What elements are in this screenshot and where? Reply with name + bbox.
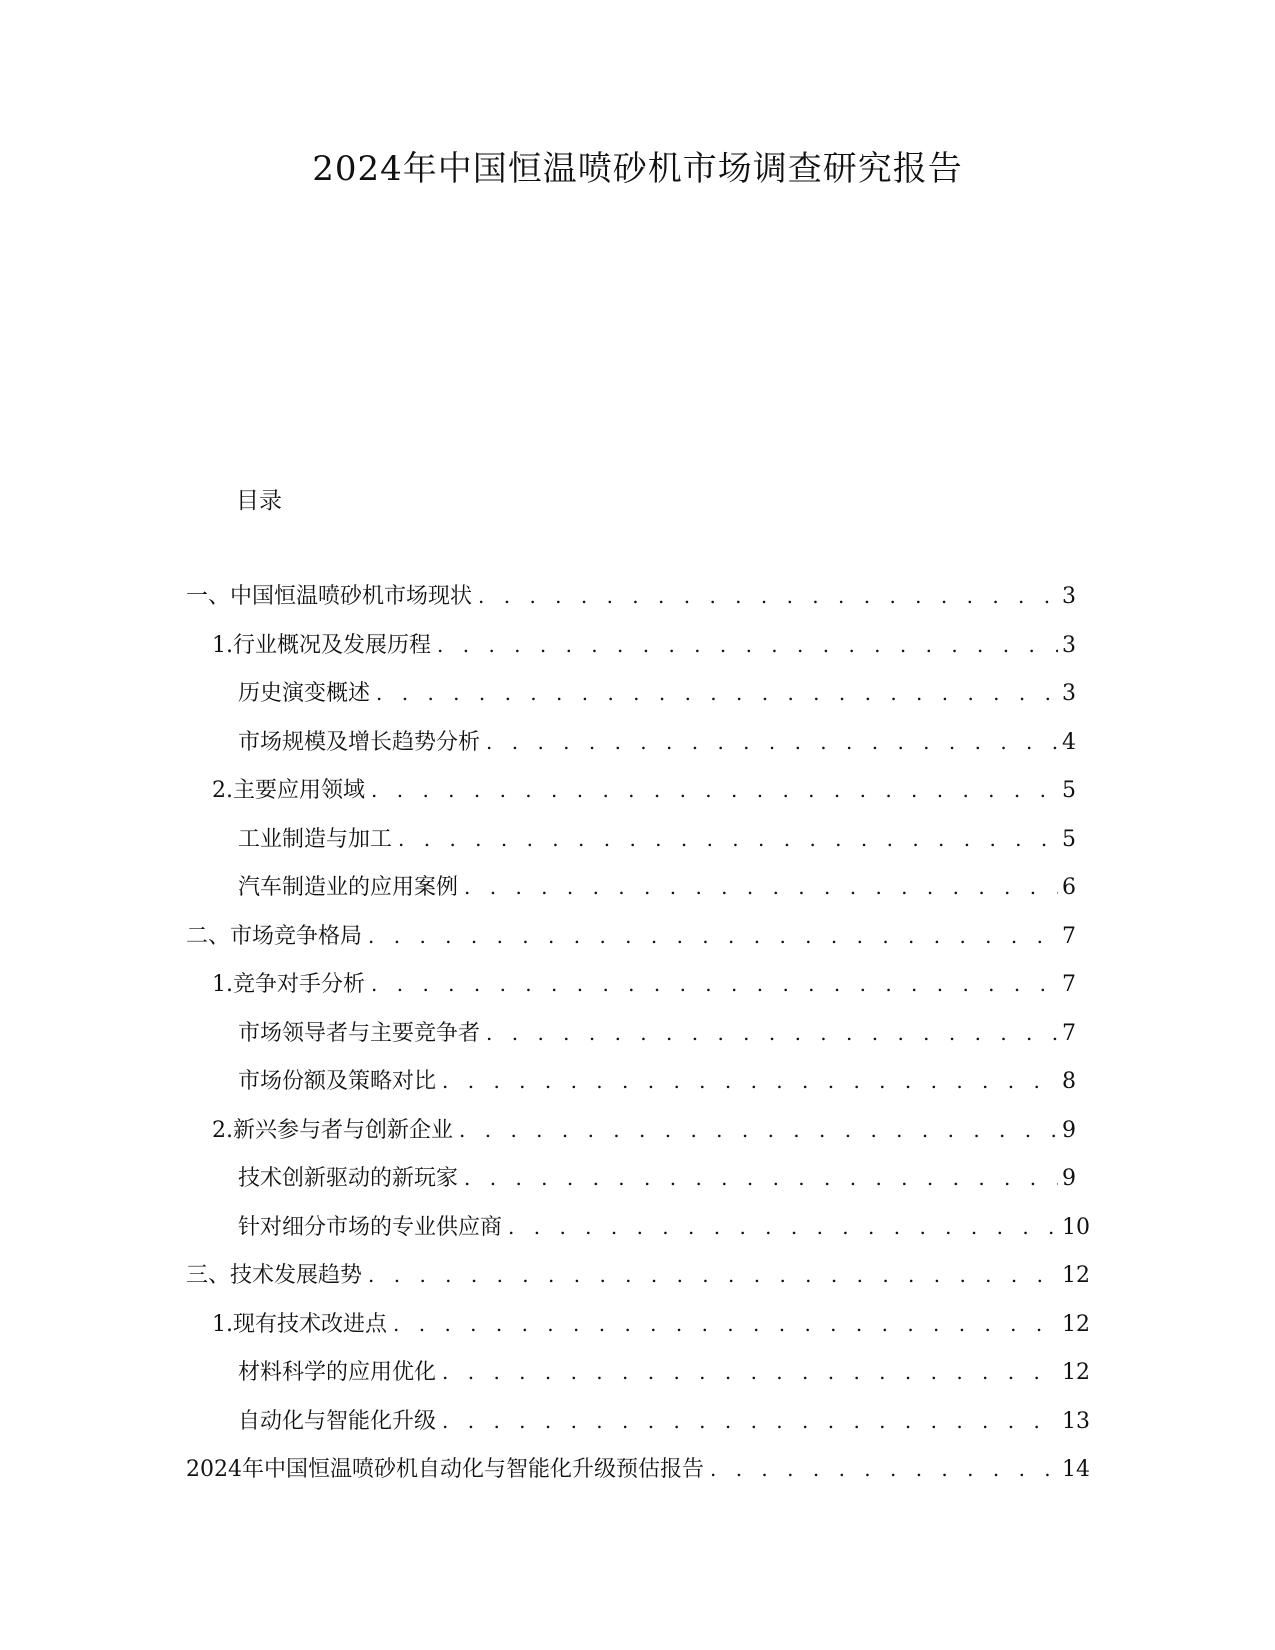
toc-entry[interactable] [186, 581, 1076, 630]
toc-leader-dots [371, 969, 1058, 999]
toc-entry-label: 主要应用领域 [233, 778, 366, 803]
toc-entry-page: 13 [1062, 1408, 1090, 1434]
toc-entry-page: 9 [1062, 1117, 1076, 1143]
toc-entry[interactable] [186, 969, 1076, 1018]
toc-leader-dots [464, 1163, 1058, 1193]
toc-leader-dots [442, 1066, 1058, 1096]
toc-entry[interactable] [186, 678, 1076, 727]
toc-entry-label: 历史演变概述 [238, 681, 371, 706]
table-of-contents [186, 581, 1090, 1503]
toc-leader-dots [478, 581, 1058, 611]
toc-leader-dots [398, 824, 1058, 854]
toc-entry-label: 自动化与智能化升级 [238, 1408, 437, 1434]
toc-entry-label: 行业概况及发展历程 [233, 632, 432, 658]
toc-entry-label: 技术创新驱动的新玩家 [238, 1166, 459, 1191]
toc-entry[interactable] [186, 1115, 1076, 1164]
toc-entry-label: 市场规模及增长趋势分析 [238, 729, 481, 755]
toc-heading: 目录 [236, 488, 282, 514]
toc-leader-dots [371, 775, 1058, 805]
toc-entry[interactable] [186, 727, 1076, 776]
toc-entry[interactable] [186, 1066, 1076, 1115]
toc-leader-dots [486, 1018, 1058, 1048]
toc-entry-label: 汽车制造业的应用案例 [238, 875, 459, 900]
toc-entry-label: 一、中国恒温喷砂机市场现状 [186, 584, 473, 609]
toc-entry[interactable] [186, 1212, 1090, 1261]
toc-entry-page: 12 [1062, 1360, 1090, 1385]
toc-leader-dots [442, 1406, 1058, 1436]
toc-entry[interactable] [186, 630, 1076, 679]
toc-entry-page: 14 [1062, 1457, 1090, 1482]
toc-entry-page: 9 [1062, 1166, 1076, 1191]
toc-entry[interactable] [186, 1018, 1076, 1067]
toc-entry-page: 3 [1062, 584, 1076, 609]
toc-leader-dots [393, 1309, 1058, 1339]
toc-entry[interactable] [186, 1406, 1090, 1455]
toc-leader-dots [508, 1212, 1058, 1242]
document-title: 2024年中国恒温喷砂机市场调查研究报告 [312, 149, 963, 189]
toc-entry-label: 材料科学的应用优化 [238, 1360, 437, 1385]
toc-entry-page: 5 [1062, 778, 1076, 803]
toc-entry-number: 2. [212, 1117, 233, 1143]
toc-entry[interactable] [186, 1309, 1090, 1358]
toc-entry-page: 6 [1062, 875, 1076, 900]
toc-entry-label: 现有技术改进点 [233, 1311, 388, 1337]
toc-entry[interactable] [186, 1357, 1090, 1406]
toc-entry-number: 1. [212, 972, 233, 997]
toc-entry-page: 12 [1062, 1311, 1090, 1337]
toc-leader-dots [459, 1115, 1058, 1145]
toc-entry-page: 3 [1062, 632, 1076, 658]
toc-entry-number: 2. [212, 778, 233, 803]
toc-entry-number: 1. [212, 1311, 233, 1337]
toc-entry-page: 7 [1062, 923, 1076, 949]
toc-entry-label: 市场份额及策略对比 [238, 1069, 437, 1094]
toc-entry-label: 三、技术发展趋势 [186, 1263, 363, 1288]
toc-entry[interactable] [186, 775, 1076, 824]
toc-entry[interactable] [186, 1454, 1090, 1503]
toc-entry-page: 8 [1062, 1069, 1076, 1094]
toc-leader-dots [464, 872, 1058, 902]
toc-entry-page: 7 [1062, 1020, 1076, 1046]
toc-entry-label: 竞争对手分析 [233, 972, 366, 997]
toc-leader-dots [710, 1454, 1058, 1484]
toc-entry-label: 新兴参与者与创新企业 [233, 1117, 454, 1143]
toc-entry[interactable] [186, 824, 1076, 873]
toc-entry-page: 3 [1062, 681, 1076, 706]
toc-leader-dots [486, 727, 1058, 757]
toc-leader-dots [368, 1260, 1058, 1290]
toc-entry-page: 12 [1062, 1263, 1090, 1288]
toc-leader-dots [368, 921, 1058, 951]
toc-leader-dots [376, 678, 1058, 708]
toc-entry-page: 5 [1062, 826, 1076, 852]
toc-entry-page: 7 [1062, 972, 1076, 997]
toc-entry-number: 1. [212, 632, 233, 658]
toc-entry-label: 二、市场竞争格局 [186, 923, 363, 949]
toc-entry-label: 针对细分市场的专业供应商 [238, 1214, 503, 1240]
toc-leader-dots [442, 1357, 1058, 1387]
toc-entry-page: 4 [1062, 729, 1076, 755]
toc-entry-label: 工业制造与加工 [238, 826, 393, 852]
toc-leader-dots [437, 630, 1058, 660]
toc-entry[interactable] [186, 1260, 1090, 1309]
toc-entry[interactable] [186, 872, 1076, 921]
toc-entry-label: 2024年中国恒温喷砂机自动化与智能化升级预估报告 [186, 1457, 704, 1482]
toc-entry-page: 10 [1062, 1214, 1090, 1240]
toc-entry[interactable] [186, 1163, 1076, 1212]
toc-entry[interactable] [186, 921, 1076, 970]
toc-entry-label: 市场领导者与主要竞争者 [238, 1020, 481, 1046]
